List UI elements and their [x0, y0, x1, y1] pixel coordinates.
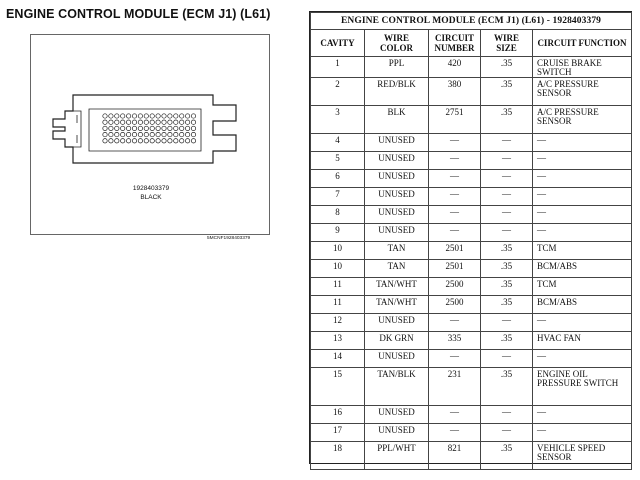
wire-size-cell: —: [481, 152, 533, 170]
circuit-number-cell: —: [429, 406, 481, 424]
table-row: [311, 332, 632, 350]
connector-pin: [150, 114, 154, 118]
circuit-function-cell: TCM: [533, 242, 632, 260]
connector-pin: [156, 120, 160, 124]
connector-pin: [162, 132, 166, 136]
connector-pin: [109, 132, 113, 136]
connector-pin: [126, 120, 130, 124]
connector-part-number: 1928403379: [132, 185, 170, 192]
connector-pin: [168, 132, 172, 136]
connector-pin: [191, 114, 195, 118]
cavity-cell: 11: [311, 278, 365, 296]
connector-pin: [138, 139, 142, 143]
table-row: [311, 242, 632, 260]
cavity-cell: 16: [311, 406, 365, 424]
table-row: [311, 442, 632, 470]
cavity-cell: 18: [311, 442, 365, 470]
connector-pin: [180, 114, 184, 118]
connector-color-label: BLACK: [140, 194, 162, 201]
circuit-function-cell: —: [533, 406, 632, 424]
wire-size-cell: —: [481, 206, 533, 224]
table-title: ENGINE CONTROL MODULE (ECM J1) (L61) - 1928403379: [311, 13, 632, 30]
wire-color-cell: TAN/WHT: [365, 278, 429, 296]
connector-pin-array: [103, 114, 196, 143]
circuit-number-cell: 2501: [429, 260, 481, 278]
table-row: [311, 424, 632, 442]
connector-pin: [185, 139, 189, 143]
connector-pin: [109, 114, 113, 118]
table-row: [311, 350, 632, 368]
connector-pin: [191, 120, 195, 124]
connector-pin: [174, 114, 178, 118]
connector-pin: [180, 126, 184, 130]
wire-size-cell: —: [481, 314, 533, 332]
connector-pin: [162, 114, 166, 118]
connector-face-drawing: [31, 35, 271, 236]
circuit-function-cell: —: [533, 206, 632, 224]
circuit-number-cell: —: [429, 350, 481, 368]
connector-pin: [162, 120, 166, 124]
connector-pin: [103, 126, 107, 130]
connector-pin: [144, 120, 148, 124]
circuit-number-cell: 2751: [429, 106, 481, 134]
connector-pin: [168, 114, 172, 118]
table-row: [311, 152, 632, 170]
connector-pin: [103, 132, 107, 136]
connector-pin: [150, 120, 154, 124]
wire-size-cell: .35: [481, 260, 533, 278]
connector-pin: [115, 132, 119, 136]
wire-color-cell: UNUSED: [365, 424, 429, 442]
column-header-circuit-number: CIRCUIT NUMBER: [429, 30, 481, 57]
circuit-number-cell: —: [429, 424, 481, 442]
connector-pin: [168, 120, 172, 124]
table-row: [311, 106, 632, 134]
cavity-cell: 8: [311, 206, 365, 224]
connector-pin: [191, 139, 195, 143]
cavity-cell: 15: [311, 368, 365, 406]
wire-color-cell: UNUSED: [365, 314, 429, 332]
connector-pin: [121, 114, 125, 118]
wire-size-cell: —: [481, 134, 533, 152]
circuit-number-cell: —: [429, 134, 481, 152]
circuit-number-cell: 335: [429, 332, 481, 350]
cavity-cell: 13: [311, 332, 365, 350]
circuit-function-cell: A/C PRESSURE SENSOR: [533, 106, 632, 134]
connector-pin: [115, 126, 119, 130]
table-row: [311, 314, 632, 332]
connector-pin: [185, 132, 189, 136]
wire-color-cell: UNUSED: [365, 406, 429, 424]
connector-pin: [156, 126, 160, 130]
connector-pin: [121, 139, 125, 143]
connector-pin: [156, 132, 160, 136]
column-header-circuit-function: CIRCUIT FUNCTION: [533, 30, 632, 57]
wire-size-cell: .35: [481, 242, 533, 260]
cavity-cell: 4: [311, 134, 365, 152]
wire-color-cell: RED/BLK: [365, 78, 429, 106]
table-row: [311, 224, 632, 242]
connector-pin: [191, 132, 195, 136]
connector-pin: [126, 114, 130, 118]
connector-pin: [144, 126, 148, 130]
wire-color-cell: DK GRN: [365, 332, 429, 350]
connector-pin: [109, 139, 113, 143]
wire-size-cell: —: [481, 424, 533, 442]
circuit-function-cell: TCM: [533, 278, 632, 296]
wire-color-cell: UNUSED: [365, 224, 429, 242]
connector-pin: [126, 126, 130, 130]
connector-pin: [185, 126, 189, 130]
connector-pin: [121, 120, 125, 124]
pinout-table: [310, 12, 632, 470]
circuit-number-cell: —: [429, 170, 481, 188]
connector-pin: [109, 126, 113, 130]
cavity-cell: 10: [311, 242, 365, 260]
connector-pin: [121, 132, 125, 136]
circuit-number-cell: —: [429, 188, 481, 206]
cavity-cell: 17: [311, 424, 365, 442]
column-header-wire-size: WIRE SIZE: [481, 30, 533, 57]
cavity-cell: 1: [311, 57, 365, 78]
circuit-number-cell: 420: [429, 57, 481, 78]
wire-size-cell: .35: [481, 442, 533, 470]
connector-pin: [138, 126, 142, 130]
connector-pin: [144, 132, 148, 136]
circuit-number-cell: 231: [429, 368, 481, 406]
connector-pin: [180, 120, 184, 124]
pinout-table-container: [309, 11, 632, 464]
circuit-function-cell: BCM/ABS: [533, 260, 632, 278]
circuit-function-cell: BCM/ABS: [533, 296, 632, 314]
wire-color-cell: TAN: [365, 260, 429, 278]
column-header-wire-color: WIRE COLOR: [365, 30, 429, 57]
circuit-function-cell: —: [533, 350, 632, 368]
connector-pin: [138, 114, 142, 118]
connector-pin: [185, 114, 189, 118]
connector-pin: [126, 139, 130, 143]
connector-pin: [168, 126, 172, 130]
cavity-cell: 5: [311, 152, 365, 170]
table-row: [311, 170, 632, 188]
connector-pin: [132, 139, 136, 143]
connector-pin: [138, 120, 142, 124]
wire-color-cell: BLK: [365, 106, 429, 134]
table-row: [311, 278, 632, 296]
connector-pin: [138, 132, 142, 136]
cavity-cell: 3: [311, 106, 365, 134]
figure-reference-code: 5MCNF1928403379: [207, 236, 251, 241]
wire-color-cell: UNUSED: [365, 134, 429, 152]
wire-color-cell: TAN: [365, 242, 429, 260]
cavity-cell: 11: [311, 296, 365, 314]
circuit-function-cell: —: [533, 314, 632, 332]
circuit-number-cell: —: [429, 152, 481, 170]
connector-pin: [174, 120, 178, 124]
table-row: [311, 260, 632, 278]
connector-diagram: [30, 34, 270, 235]
connector-pin: [156, 139, 160, 143]
table-row: [311, 134, 632, 152]
connector-pin: [150, 126, 154, 130]
table-row: [311, 406, 632, 424]
connector-pin: [144, 114, 148, 118]
wire-color-cell: PPL: [365, 57, 429, 78]
wire-size-cell: —: [481, 188, 533, 206]
connector-pin: [162, 126, 166, 130]
wire-size-cell: .35: [481, 106, 533, 134]
circuit-number-cell: 2500: [429, 278, 481, 296]
cavity-cell: 10: [311, 260, 365, 278]
connector-pin: [156, 114, 160, 118]
table-row: [311, 368, 632, 406]
circuit-function-cell: —: [533, 170, 632, 188]
circuit-function-cell: A/C PRESSURE SENSOR: [533, 78, 632, 106]
circuit-number-cell: 821: [429, 442, 481, 470]
pinout-table-body: [311, 57, 632, 470]
cavity-cell: 7: [311, 188, 365, 206]
wire-size-cell: —: [481, 350, 533, 368]
circuit-function-cell: —: [533, 134, 632, 152]
table-row: [311, 188, 632, 206]
wire-size-cell: .35: [481, 368, 533, 406]
cavity-cell: 14: [311, 350, 365, 368]
wire-size-cell: .35: [481, 57, 533, 78]
table-row: [311, 296, 632, 314]
connector-pin: [132, 120, 136, 124]
cavity-cell: 12: [311, 314, 365, 332]
connector-pin: [115, 114, 119, 118]
connector-pin: [162, 139, 166, 143]
cavity-cell: 9: [311, 224, 365, 242]
connector-pin: [109, 120, 113, 124]
circuit-function-cell: —: [533, 152, 632, 170]
connector-pin: [174, 126, 178, 130]
connector-pin: [132, 132, 136, 136]
circuit-number-cell: —: [429, 224, 481, 242]
circuit-number-cell: 2501: [429, 242, 481, 260]
connector-pin: [115, 120, 119, 124]
connector-pin: [180, 132, 184, 136]
connector-pin: [150, 132, 154, 136]
circuit-number-cell: —: [429, 314, 481, 332]
column-header-cavity: CAVITY: [311, 30, 365, 57]
wire-color-cell: UNUSED: [365, 170, 429, 188]
connector-pin: [180, 139, 184, 143]
connector-pin: [168, 139, 172, 143]
circuit-function-cell: —: [533, 188, 632, 206]
cavity-cell: 6: [311, 170, 365, 188]
connector-pin: [150, 139, 154, 143]
table-row: [311, 57, 632, 78]
connector-title: ENGINE CONTROL MODULE (ECM J1) (L61): [6, 7, 271, 21]
connector-pin: [121, 126, 125, 130]
wire-color-cell: UNUSED: [365, 152, 429, 170]
circuit-function-cell: —: [533, 424, 632, 442]
connector-pin: [144, 139, 148, 143]
connector-pin: [132, 126, 136, 130]
connector-pin: [103, 120, 107, 124]
wire-color-cell: UNUSED: [365, 350, 429, 368]
table-row: [311, 78, 632, 106]
circuit-number-cell: 380: [429, 78, 481, 106]
connector-pin: [185, 120, 189, 124]
cavity-cell: 2: [311, 78, 365, 106]
wire-color-cell: TAN/WHT: [365, 296, 429, 314]
circuit-function-cell: ENGINE OIL PRESSURE SWITCH: [533, 368, 632, 406]
circuit-function-cell: VEHICLE SPEED SENSOR: [533, 442, 632, 470]
wire-color-cell: TAN/BLK: [365, 368, 429, 406]
connector-pin: [103, 139, 107, 143]
wire-size-cell: —: [481, 224, 533, 242]
wire-size-cell: —: [481, 170, 533, 188]
circuit-function-cell: HVAC FAN: [533, 332, 632, 350]
wire-size-cell: .35: [481, 278, 533, 296]
circuit-number-cell: —: [429, 206, 481, 224]
wire-size-cell: .35: [481, 296, 533, 314]
circuit-number-cell: 2500: [429, 296, 481, 314]
connector-pin: [132, 114, 136, 118]
wire-size-cell: .35: [481, 332, 533, 350]
wire-size-cell: .35: [481, 78, 533, 106]
table-row: [311, 206, 632, 224]
circuit-function-cell: —: [533, 224, 632, 242]
connector-pin: [115, 139, 119, 143]
connector-pin: [174, 132, 178, 136]
connector-pin: [174, 139, 178, 143]
wire-color-cell: UNUSED: [365, 188, 429, 206]
wire-color-cell: PPL/WHT: [365, 442, 429, 470]
connector-pin: [126, 132, 130, 136]
wire-size-cell: —: [481, 406, 533, 424]
connector-pin: [191, 126, 195, 130]
circuit-function-cell: CRUISE BRAKE SWITCH: [533, 57, 632, 78]
connector-pin: [103, 114, 107, 118]
wire-color-cell: UNUSED: [365, 206, 429, 224]
